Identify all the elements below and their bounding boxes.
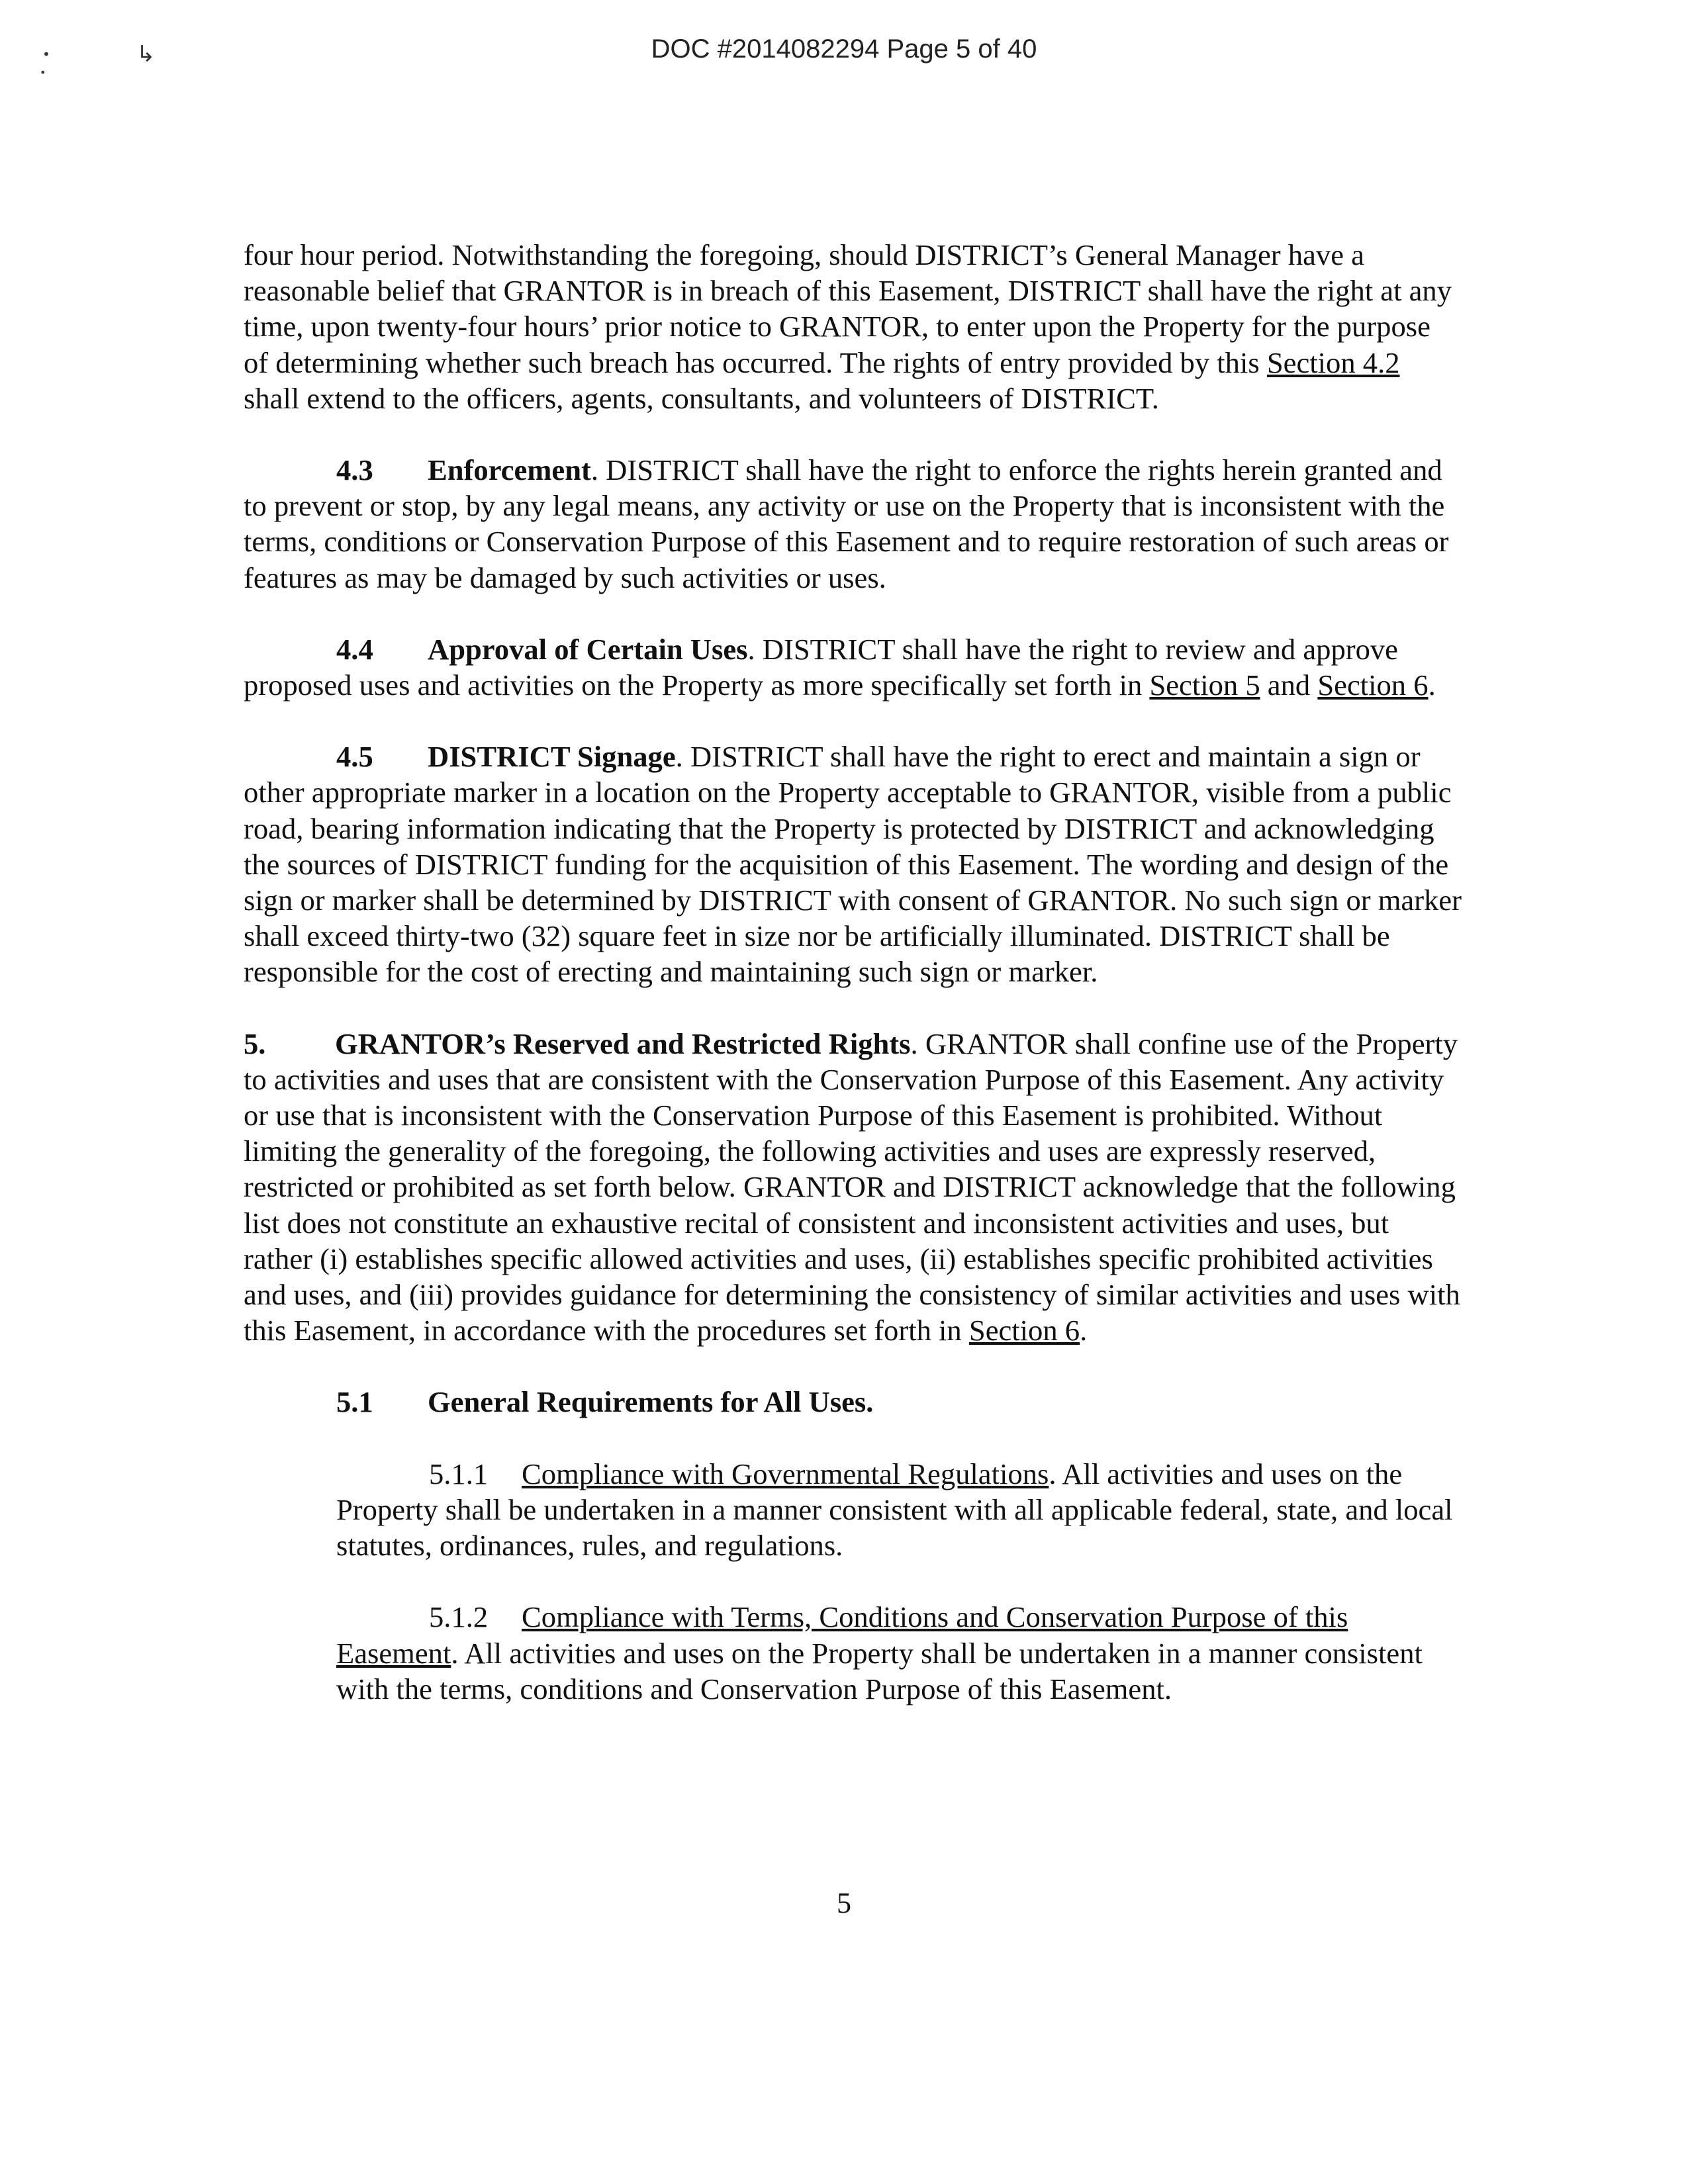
section-5-1-1 xyxy=(336,1456,1462,1564)
section-4-4 xyxy=(244,631,1462,703)
paragraph-text: four hour period. Notwithstanding the foregoing, should DISTRICT’s General Manager have a reasonable belief that GRANTOR is in breach of this Easement, DISTRICT shall have the right at any time, upon twenty-four hours’ prior notice to GRANTOR, to enter upon the Property for the purpose of determining whether such breach has occurred. The rights of entry provided by this xyxy=(244,238,1452,379)
scan-speck: • xyxy=(40,66,46,79)
paragraph-text: . DISTRICT shall have the right to enforce the rights herein granted and to prevent or stop, by any legal means, any activity or use on the Property that is inconsistent with the terms, conditions or Conservation Purpose of this Easement and to require restoration of such areas or features as may be damaged by such activities or uses. xyxy=(244,453,1449,594)
paragraph-text: . All activities and uses on the Property shall be undertaken in a manner consistent with all applicable federal, state, and local statutes, ordinances, rules, and regulations. xyxy=(336,1457,1453,1563)
paragraph-continued xyxy=(244,237,1462,416)
scan-mark: ↳ xyxy=(136,41,156,68)
paragraph-text: . GRANTOR shall confine use of the Property to activities and uses that are consistent with the Conservation Purpose of this Easement. Any activity or use that is inconsistent with the Conservation Purpose of this Easement is prohibited. Without limiting the generality of the foregoing, the following activities and uses are expressly reserved, restricted or prohibited as set forth below. GRANTOR and DISTRICT acknowledge that the following list does not constitute an exhaustive recital of consistent and inconsistent activities and uses, but rather (i) establishes specific allowed activities and uses, (ii) establishes specific prohibited activities and uses, and (iii) provides guidance for determining the consistency of similar activities and uses with this Easement, in accordance with the procedures set forth in xyxy=(244,1026,1460,1347)
paragraph-text: . DISTRICT shall have the right to erect and maintain a sign or other appropriate marker in a location on the Property acceptable to GRANTOR, visible from a public road, bearing information indicating that the Property is protected by DISTRICT and acknowledging the sources of DISTRICT funding for the acquisition of this Easement. The wording and design of the sign or marker shall be determined by DISTRICT with consent of GRANTOR. No such sign or marker shall exceed thirty-two (32) square feet in size nor be artificially illuminated. DISTRICT shall be responsible for the cost of erecting and maintaining such sign or marker. xyxy=(244,740,1462,989)
section-number: 5.1.2 xyxy=(429,1600,489,1634)
document-body xyxy=(244,237,1462,1743)
paragraph-text: . All activities and uses on the Property shall be undertaken in a manner consistent with the terms, conditions and Conservation Purpose of this Easement. xyxy=(336,1636,1423,1706)
paragraph-text: . DISTRICT shall have the right to review and approve proposed uses and activities on the Property as more specifically set forth in xyxy=(244,632,1398,702)
section-4-5 xyxy=(244,739,1462,989)
paragraph-text: . xyxy=(1080,1314,1088,1347)
section-reference: Section 5 xyxy=(1149,668,1260,702)
section-number: 4.3 xyxy=(336,453,373,487)
section-reference: Section 6 xyxy=(968,1314,1080,1347)
section-reference: Section 6 xyxy=(1317,668,1429,702)
paragraph-text: and xyxy=(1260,668,1318,702)
section-title: Compliance with Governmental Regulations xyxy=(522,1457,1049,1490)
section-number: 5. xyxy=(244,1026,266,1060)
section-title: Compliance with Terms, Conditions and Conservation Purpose of this Easement xyxy=(336,1600,1348,1670)
section-title: GRANTOR’s Reserved and Restricted Rights xyxy=(335,1026,911,1060)
section-reference: Section 4.2 xyxy=(1266,345,1400,379)
section-number: 5.1.1 xyxy=(429,1457,489,1490)
section-title: Enforcement xyxy=(428,453,591,487)
section-title: DISTRICT Signage xyxy=(428,740,676,774)
section-5-1-2 xyxy=(336,1599,1462,1707)
paragraph-text: shall extend to the officers, agents, consultants, and volunteers of DISTRICT. xyxy=(244,381,1159,415)
page-number: 5 xyxy=(837,1887,851,1919)
section-5 xyxy=(244,1026,1462,1349)
section-5-1 xyxy=(244,1384,1462,1420)
section-number: 5.1 xyxy=(336,1385,373,1419)
section-number: 4.4 xyxy=(336,632,373,666)
section-title: General Requirements for All Uses. xyxy=(428,1385,874,1419)
section-4-3 xyxy=(244,452,1462,596)
doc-stamp: DOC #2014082294 Page 5 of 40 xyxy=(651,34,1037,64)
section-number: 4.5 xyxy=(336,740,373,774)
scan-speck: • xyxy=(42,46,50,62)
paragraph-text: . xyxy=(1428,668,1436,702)
section-title: Approval of Certain Uses xyxy=(428,632,748,666)
